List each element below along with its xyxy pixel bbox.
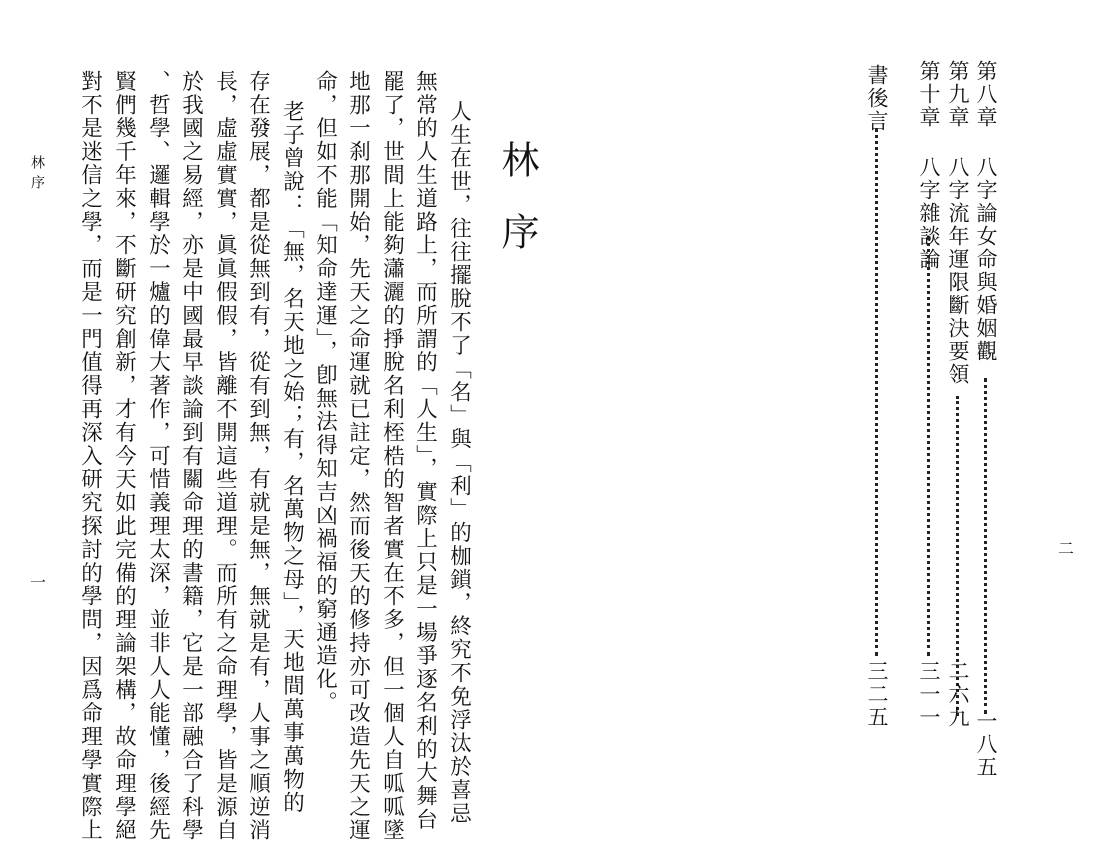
text-column: 、哲學、邏輯學於一爐的偉大著作，可惜義理太深，並非人人能懂，後經先 bbox=[145, 70, 171, 842]
text-column: 人生在世，往往擺脫不了「名」與「利」的枷鎖，終究不免浮汰於喜忌 bbox=[446, 100, 472, 826]
toc-page-number: 三二五 bbox=[865, 660, 889, 729]
toc-chapter-title: 八字論女命與婚姻觀 bbox=[974, 156, 998, 363]
preface-title: 林序 bbox=[495, 140, 539, 284]
text-column: 老子曾說：「無，名天地之始；有，名萬物之母」，天地間萬事萬物的 bbox=[279, 100, 305, 815]
running-head: 林序 bbox=[29, 155, 45, 195]
page-number-left: 一 bbox=[30, 573, 47, 592]
text-column: 命，但如不能「知命達運」，卽無法得知吉凶禍福的窮通造化。 bbox=[312, 70, 338, 715]
text-column: 對不是迷信之學，而是一門值得再深入研究探討的學問，因爲命理學實際上 bbox=[77, 70, 103, 842]
toc-chapter-title: 八字流年運限斷決要領 bbox=[946, 156, 970, 386]
text-column: 於我國之易經，亦是中國最早談論到有關命理的書籍，它是一部融合了科學 bbox=[178, 70, 204, 842]
text-column: 罷了，世間上能夠瀟灑的掙脫名利桎梏的智者實在不多，但一個人自呱呱墜 bbox=[379, 70, 405, 842]
text-column: 存在發展，都是從無到有，從有到無，有就是無，無就是有，人事之順逆消 bbox=[245, 70, 271, 842]
toc-page-number: 二六九 bbox=[946, 660, 970, 729]
toc-leader-dots bbox=[875, 128, 881, 656]
text-column: 賢們幾千年來，不斷研究創新，才有今天如此完備的理論架構，故命理學絕 bbox=[111, 70, 137, 842]
toc-chapter-title: 書後言 bbox=[865, 64, 889, 133]
toc-chapter-number: 第九章 bbox=[946, 60, 970, 129]
text-column: 地那一刹那開始，先天之命運就已註定，然而後天的修持亦可改造先天之運 bbox=[345, 70, 371, 842]
toc-entry[interactable] bbox=[865, 60, 892, 729]
toc-page-number: 一八五 bbox=[974, 710, 998, 779]
toc-leader-dots bbox=[927, 236, 933, 656]
toc-entry[interactable] bbox=[974, 60, 1001, 779]
toc-leader-dots bbox=[984, 378, 990, 714]
toc-entry[interactable] bbox=[946, 60, 973, 729]
toc-chapter-number: 第八章 bbox=[974, 60, 998, 129]
toc-entry[interactable] bbox=[917, 60, 944, 729]
toc-chapter-title: 八字雜談論 bbox=[917, 156, 941, 271]
text-column: 長，虛虛實實，眞眞假假，皆離不開這些道理。而所有之命理學，皆是源自 bbox=[212, 70, 238, 842]
toc-chapter-number: 第十章 bbox=[917, 60, 941, 129]
text-column: 無常的人生道路上，而所謂的「人生」，實際上只是一場爭逐名利的大舞台 bbox=[412, 70, 438, 832]
page-number-right: 二 bbox=[1058, 539, 1075, 558]
toc-page-number: 三一一 bbox=[917, 660, 941, 729]
